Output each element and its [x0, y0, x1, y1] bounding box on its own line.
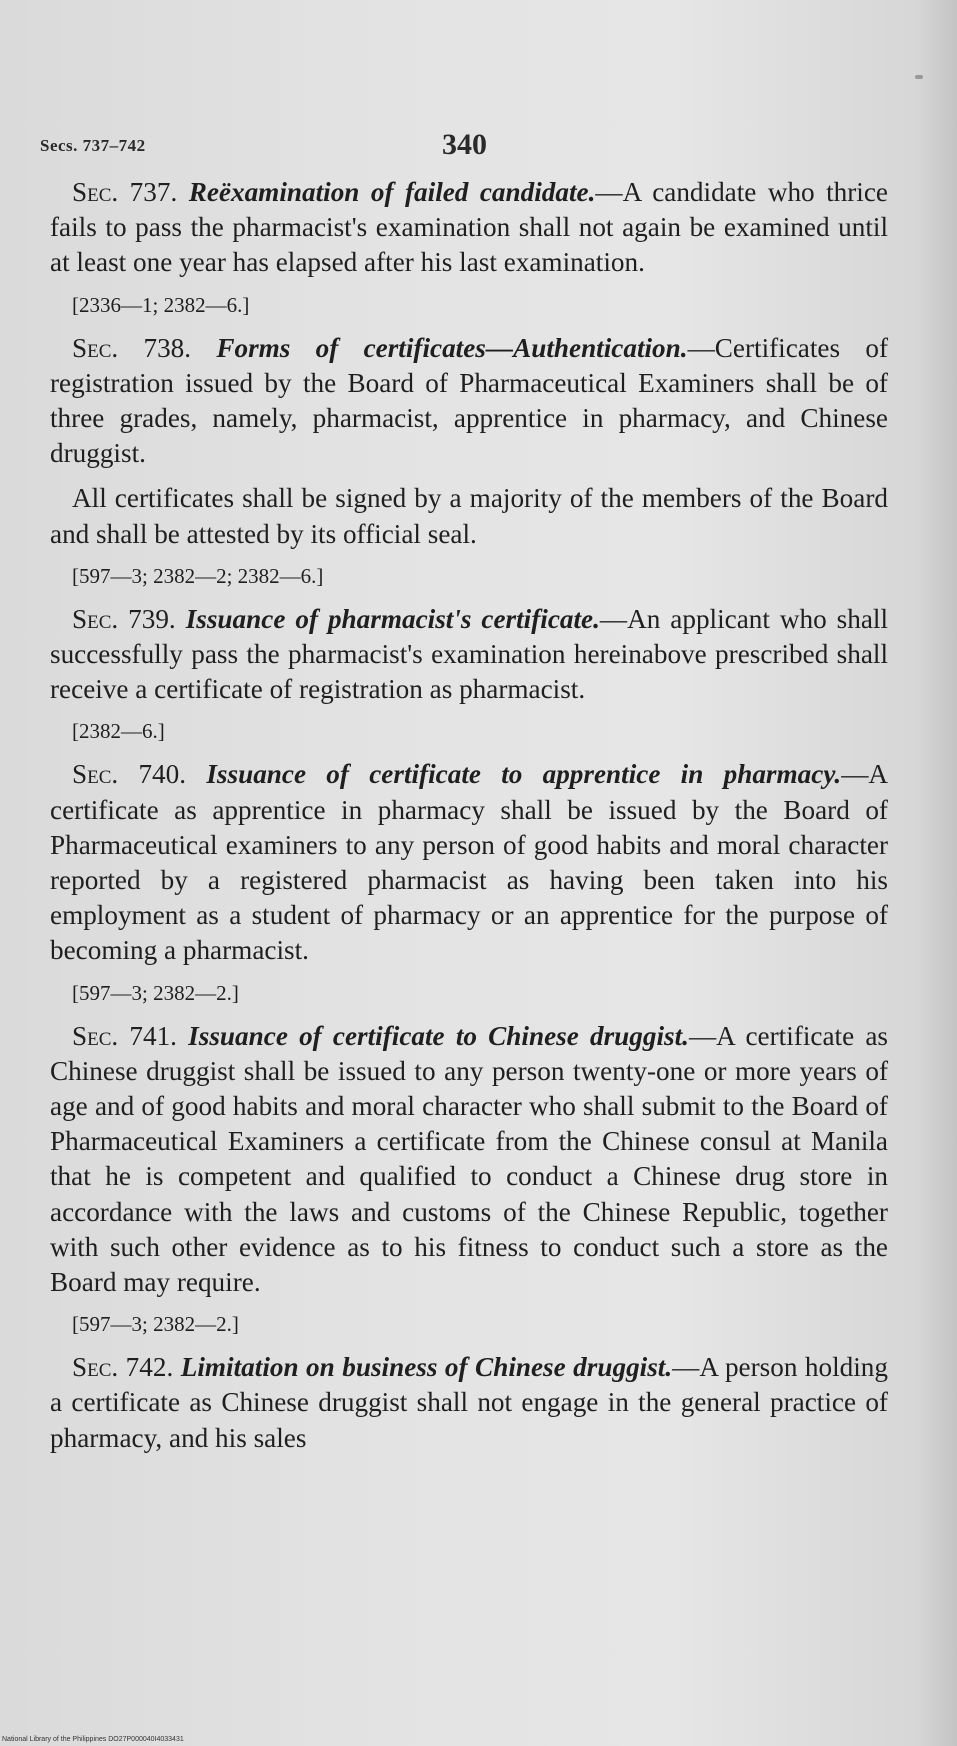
page-edge-shadow: [917, 0, 957, 1746]
section-label: Sec. 740.: [72, 759, 187, 790]
section-label: Sec. 739.: [72, 603, 176, 634]
page-number: 340: [442, 128, 487, 161]
section-title: Forms of certificates—Authentication.: [216, 332, 688, 363]
section-739: [50, 602, 888, 708]
section-text: —A certificate as apprentice in pharmacy shall be issued by the Board of Pharmaceutical examiners to any person of good habits and moral character reported by a registered pharmacist as having been taken into his employment as a student of pharmacy or an apprentice for the purpose of becoming a pharmacist.: [50, 759, 889, 966]
section-title: Reëxamination of failed candidate.: [188, 177, 596, 207]
section-title: Issuance of certificate to apprentice in pharmacy.: [206, 759, 842, 790]
section-range: Secs. 737–742: [40, 136, 146, 155]
page-header: [40, 128, 920, 168]
section-text: —Certificates of registration issued by the Board of Pharmaceutical Examiners shall be of three grades, namely, pharmacist, apprentice in pharmacy, and Chinese druggist.: [50, 332, 888, 469]
citation: [2382—6.]: [72, 719, 165, 744]
section-title: Issuance of pharmacist's certificate.: [185, 603, 600, 634]
library-footer: National Library of the Philippines DO27P000040I4033431: [2, 1736, 184, 1743]
section-text: —A person holding a certificate as Chinese druggist shall not engage in the general practice of pharmacy, and his sales: [50, 1352, 888, 1453]
citation: [597—3; 2382—2.]: [72, 980, 239, 1005]
section-738: [50, 331, 888, 472]
section-740: [50, 757, 888, 968]
scan-smudge: [915, 75, 923, 79]
section-label: Sec. 737.: [72, 177, 178, 207]
section-text: —A candidate who thrice fails to pass the pharmacist's examination shall not again be examined until at least one year has elapsed after his last examination.: [50, 177, 888, 278]
citation: [597—3; 2382—2.]: [72, 1312, 239, 1337]
section-title: Issuance of certificate to Chinese druggist.: [188, 1020, 689, 1051]
section-label: Sec. 742.: [72, 1352, 174, 1383]
citation: [597—3; 2382—2; 2382—6.]: [72, 563, 324, 588]
section-738-paragraph-2: All certificates shall be signed by a majority of the members of the Board and shall be attested by its official seal.: [50, 483, 888, 549]
section-label: Sec. 738.: [72, 332, 192, 363]
section-737: [50, 175, 888, 281]
body-text: [50, 175, 888, 1466]
section-742: [50, 1350, 888, 1456]
citation: [2336—1; 2382—6.]: [72, 292, 250, 317]
section-text: —An applicant who shall successfully pass the pharmacist's examination hereinabove prescribed shall receive a certificate of registration as pharmacist.: [50, 603, 888, 705]
section-text: —A certificate as Chinese druggist shall be issued to any person twenty-one or more years of age and of good habits and moral character who shall submit to the Board of Pharmaceutical Examiners a certificate from the Chinese consul at Manila that he is competent and qualified to conduct a Chinese drug store in accordance with the laws and customs of the Chinese Republic, together with such other evidence as to his fitness to conduct such a store as the Board may require.: [50, 1020, 888, 1298]
section-title: Limitation on business of Chinese druggist.: [180, 1352, 673, 1383]
section-741: [50, 1019, 888, 1301]
section-label: Sec. 741.: [72, 1020, 177, 1051]
